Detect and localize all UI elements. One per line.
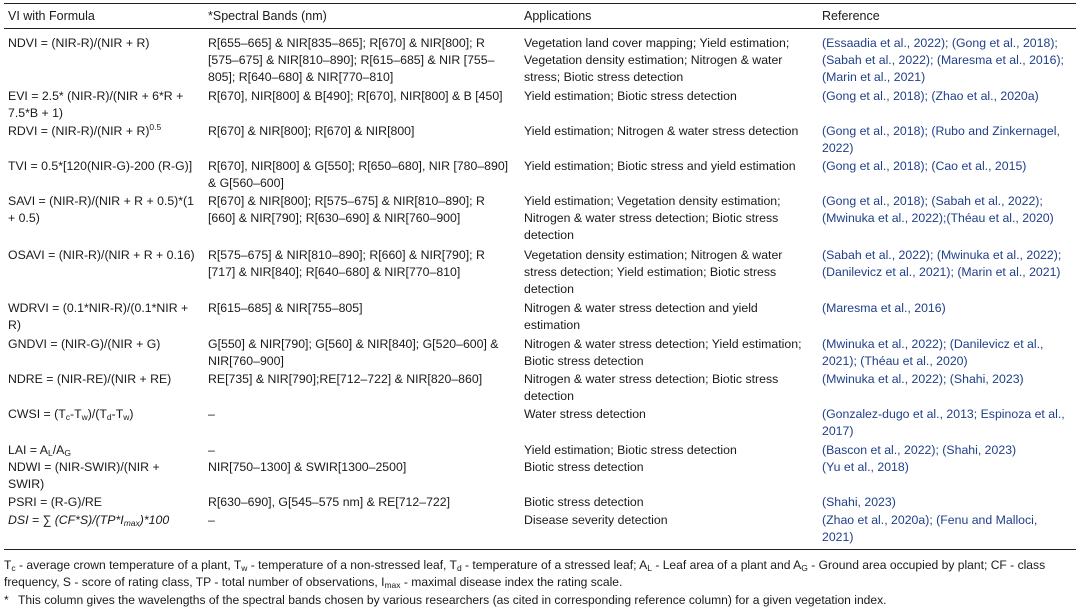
applications-cell: Yield estimation; Biotic stress detection [524, 443, 737, 457]
formula-cell: TVI = 0.5*[120(NIR-G)-200 (R-G)] [8, 159, 193, 173]
formula-exponent: 0.5 [149, 122, 162, 132]
reference-cell: (Gonzalez-dugo et al., 2013; Espinoza et al., 2017) [822, 407, 1065, 439]
bands-cell: R[670], NIR[800] & B[490]; R[670], NIR[800] & B [450] [208, 89, 503, 103]
formula-subscript: d [106, 412, 112, 422]
reference-cell: (Shahi, 2023) [822, 495, 896, 509]
header-rule [4, 28, 1076, 29]
applications-cell: Yield estimation; Nitrogen & water stress detection [524, 124, 799, 138]
formula-cell: NDVI = (NIR-R)/(NIR + R) [8, 36, 150, 50]
reference-cell: (Yu et al., 2018) [822, 460, 909, 474]
bands-cell: R[670] & NIR[800]; R[670] & NIR[800] [208, 124, 415, 138]
bands-cell: RE[735] & NIR[790];RE[712–722] & NIR[820–860] [208, 372, 483, 386]
header-bands-label: Spectral Bands (nm) [212, 9, 327, 23]
footnote-text: - maximal disease index the rating scale. [400, 574, 623, 589]
asterisk-footnote [4, 592, 1076, 609]
footnote-subscript: max [384, 579, 401, 590]
formula-cell: SAVI = (NIR-R)/(NIR + R + 0.5)*(1 + 0.5) [8, 194, 194, 226]
header-applications: Applications [524, 9, 592, 23]
bands-cell: G[550] & NIR[790]; G[560] & NIR[840]; G[520–600] & NIR[760–900] [208, 337, 499, 369]
formula-cell: OSAVI = (NIR-R)/(NIR + R + 0.16) [8, 248, 195, 262]
reference-cell: (Essaadia et al., 2022); (Gong et al., 2018); (Sabah et al., 2022); (Maresma et al., 2016); (Marin et al., 2021) [822, 36, 1064, 85]
formula-text: LAI = A [8, 443, 48, 457]
applications-cell: Yield estimation; Biotic stress and yield estimation [524, 159, 796, 173]
footnote-text: T [4, 558, 12, 572]
reference-cell: (Maresma et al., 2016) [822, 301, 946, 315]
reference-cell: (Gong et al., 2018); (Zhao et al., 2020a) [822, 89, 1039, 103]
bands-cell: – [208, 443, 215, 457]
reference-cell: (Bascon et al., 2022); (Shahi, 2023) [822, 443, 1017, 457]
abbreviation-footnote [4, 557, 1076, 590]
formula-text: -T [69, 407, 82, 421]
bands-cell: – [208, 513, 215, 527]
formula-cell: WDRVI = (0.1*NIR-R)/(0.1*NIR + R) [8, 301, 189, 333]
footnote-subscript: G [801, 563, 808, 573]
header-formula: VI with Formula [8, 9, 95, 23]
header-bands [208, 8, 513, 25]
formula-text: -T [111, 407, 124, 421]
formula-text: )*100 [139, 513, 170, 527]
top-rule [4, 3, 1076, 4]
footnote-text: - average crown temperature of a plant, T [15, 558, 242, 572]
applications-cell: Nitrogen & water stress detection and yield estimation [524, 301, 758, 333]
reference-cell: (Gong et al., 2018); (Rubo and Zinkernagel, 2022) [822, 124, 1060, 156]
bands-cell: NIR[750–1300] & SWIR[1300–2500] [208, 460, 407, 474]
bands-cell: R[630–690], G[545–575 nm] & RE[712–722] [208, 495, 451, 509]
header-bands-asterisk: * [208, 9, 213, 23]
applications-cell: Vegetation land cover mapping; Yield estimation; Vegetation density estimation; Nitrogen & water stress; Biotic stress detection [524, 36, 790, 85]
formula-text: /A [52, 443, 65, 457]
formula-subscript: w [123, 412, 130, 422]
applications-cell: Water stress detection [524, 407, 646, 421]
formula-subscript: L [48, 448, 53, 458]
footnote-subscript: L [647, 563, 652, 573]
formula-cell [8, 406, 198, 423]
applications-cell: Yield estimation; Vegetation density estimation; Nitrogen & water stress detection; Biotic stress detection [524, 194, 781, 243]
formula-text: )/(T [87, 407, 107, 421]
bands-cell: R[615–685] & NIR[755–805] [208, 301, 363, 315]
footnote-text: - temperature of a non-stressed leaf, T [247, 558, 457, 572]
applications-cell: Nitrogen & water stress detection; Biotic stress detection [524, 372, 779, 404]
formula-text: RDVI = (NIR-R)/(NIR + R) [8, 124, 150, 138]
formula-cell [8, 442, 198, 459]
header-reference: Reference [822, 9, 880, 23]
formula-cell: NDRE = (NIR-RE)/(NIR + RE) [8, 372, 172, 386]
bands-cell: – [208, 407, 215, 421]
formula-cell: GNDVI = (NIR-G)/(NIR + G) [8, 337, 161, 351]
reference-cell: (Sabah et al., 2022); (Mwinuka et al., 2022); (Danilevicz et al., 2021); (Marin et al., 2021) [822, 248, 1062, 280]
footnote-subscript: d [456, 563, 462, 573]
footnote-subscript: w [241, 563, 248, 573]
formula-subscript: max [123, 518, 140, 528]
formula-cell [8, 123, 198, 140]
formula-cell: EVI = 2.5* (NIR-R)/(NIR + 6*R + 7.5*B + 1) [8, 89, 184, 121]
applications-cell: Vegetation density estimation; Nitrogen & water stress detection; Yield estimation; Biotic stress detection [524, 248, 783, 297]
bands-cell: R[655–665] & NIR[835–865]; R[670] & NIR[800]; R [575–675] & NIR[810–890]; R[615–685] & NIR [755–805]; R[640–680] & NIR[770–810] [208, 36, 495, 85]
formula-subscript: w [81, 412, 88, 422]
reference-cell: (Mwinuka et al., 2022); (Danilevicz et al., 2021); (Théau et al., 2020) [822, 337, 1044, 369]
applications-cell: Yield estimation; Biotic stress detection [524, 89, 737, 103]
bands-cell: R[670], NIR[800] & G[550]; R[650–680], NIR [780–890] & G[560–600] [208, 159, 509, 191]
formula-cell: NDWI = (NIR-SWIR)/(NIR + SWIR) [8, 460, 160, 492]
reference-cell: (Gong et al., 2018); (Cao et al., 2015) [822, 159, 1027, 173]
footnote-asterisk: * [4, 593, 9, 607]
footnote-text: - temperature of a stressed leaf; A [461, 558, 648, 572]
footnote-text: - Leaf area of a plant and A [651, 558, 802, 572]
formula-text: ) [129, 407, 134, 421]
footnote-text: - Ground area occupied by plant; CF - class frequency, S - score of rating class, TP - total number of observations, I [4, 558, 1046, 589]
reference-cell: (Mwinuka et al., 2022); (Shahi, 2023) [822, 372, 1024, 386]
formula-text: CWSI = (T [8, 407, 66, 421]
formula-cell: PSRI = (R-G)/RE [8, 495, 102, 509]
footnote-subscript: c [11, 563, 16, 573]
applications-cell: Biotic stress detection [524, 495, 644, 509]
applications-cell: Disease severity detection [524, 513, 668, 527]
formula-text: DSI = ∑ (CF*S)/(TP*I [8, 513, 124, 527]
footnote-text: This column gives the wavelengths of the spectral bands chosen by various researchers (as cited in corresponding reference column) for a given vegetation index. [18, 593, 887, 607]
formula-subscript: G [64, 448, 71, 458]
reference-cell: (Gong et al., 2018); (Sabah et al., 2022); (Mwinuka et al., 2022);(Théau et al., 2020) [822, 194, 1054, 226]
applications-cell: Nitrogen & water stress detection; Yield estimation; Biotic stress detection [524, 337, 802, 369]
applications-cell: Biotic stress detection [524, 460, 644, 474]
formula-cell [8, 512, 198, 529]
reference-cell: (Zhao et al., 2020a); (Fenu and Malloci, 2021) [822, 513, 1038, 545]
bands-cell: R[575–675] & NIR[810–890]; R[660] & NIR[790]; R [717] & NIR[840]; R[640–680] & NIR[770–810] [208, 248, 485, 280]
bands-cell: R[670] & NIR[800]; R[575–675] & NIR[810–890]; R [660] & NIR[790]; R[630–690] & NIR[760–900] [208, 194, 485, 226]
formula-subscript: c [65, 412, 70, 422]
bottom-rule [4, 549, 1076, 550]
